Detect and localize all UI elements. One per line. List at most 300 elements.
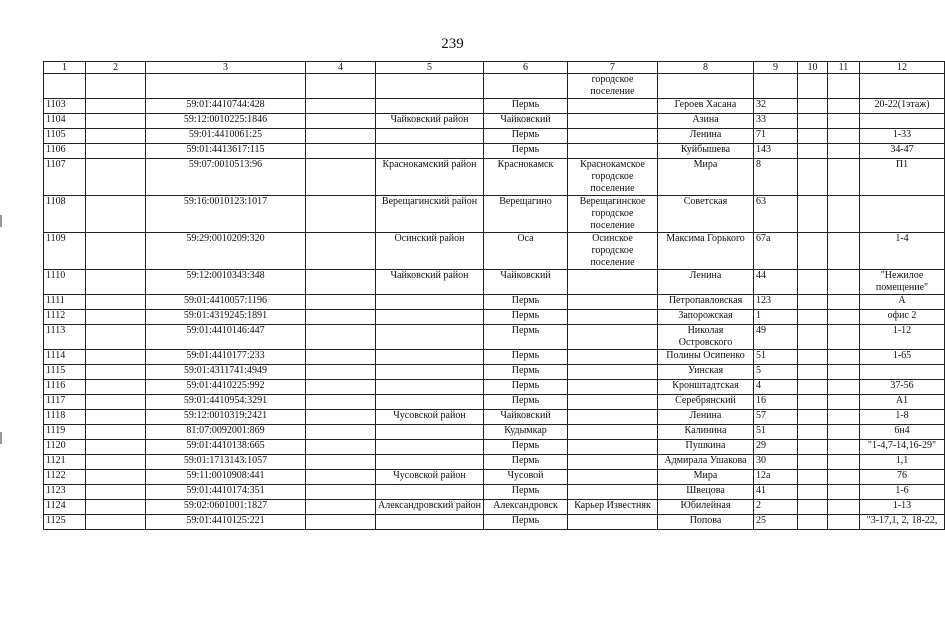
table-row (44, 99, 945, 114)
table-cell (828, 129, 860, 144)
table-cell: 59:01:4410744:428 (146, 99, 306, 114)
table-cell: Калинина (658, 425, 754, 440)
table-cell (798, 485, 828, 500)
table-cell (798, 196, 828, 233)
table-cell (568, 485, 658, 500)
table-row (44, 410, 945, 425)
table-cell: Чайковский (484, 410, 568, 425)
table-cell (86, 380, 146, 395)
table-cell (568, 350, 658, 365)
table-cell: 59:01:4410057:1196 (146, 295, 306, 310)
table-cell (568, 410, 658, 425)
table-cell: 1107 (44, 159, 86, 196)
table-cell: Пермь (484, 455, 568, 470)
table-cell: А (860, 295, 945, 310)
table-cell: 59:02:0601001:1827 (146, 500, 306, 515)
table-cell: 33 (754, 114, 798, 129)
table-cell (86, 129, 146, 144)
table-cell: Чусовской район (376, 470, 484, 485)
table-cell: Мира (658, 159, 754, 196)
table-cell (86, 440, 146, 455)
table-cell: 59:12:0010343:348 (146, 270, 306, 295)
table-cell (86, 325, 146, 350)
table-cell (798, 114, 828, 129)
table-cell (828, 515, 860, 530)
column-header: 5 (376, 62, 484, 74)
table-cell: 59:12:0010319:2421 (146, 410, 306, 425)
table-cell: 1-6 (860, 485, 945, 500)
table-cell (798, 425, 828, 440)
table-cell: 8 (754, 159, 798, 196)
table-cell (860, 196, 945, 233)
table-cell (860, 365, 945, 380)
table-cell: 1124 (44, 500, 86, 515)
table-cell (86, 295, 146, 310)
table-cell (86, 144, 146, 159)
table-cell (376, 515, 484, 530)
table-cell (798, 380, 828, 395)
table-cell (306, 380, 376, 395)
table-cell (376, 99, 484, 114)
table-cell: Пермь (484, 129, 568, 144)
table-cell: Пермь (484, 395, 568, 410)
table-cell: 59:01:4410125:221 (146, 515, 306, 530)
table-cell: 5 (754, 365, 798, 380)
table-cell (828, 99, 860, 114)
table-cell (306, 114, 376, 129)
table-cell: Пермь (484, 144, 568, 159)
table-cell: Ленина (658, 129, 754, 144)
table-cell: 1120 (44, 440, 86, 455)
table-cell (798, 129, 828, 144)
table-cell (860, 114, 945, 129)
table-cell: 2 (754, 500, 798, 515)
table-cell (376, 380, 484, 395)
table-cell: Ленина (658, 270, 754, 295)
page-number: 239 (441, 36, 464, 52)
table-cell: "3-17,1, 2, 18-22, (860, 515, 945, 530)
table-row (44, 310, 945, 325)
table-cell: 59:01:1713143:1057 (146, 455, 306, 470)
column-header: 10 (798, 62, 828, 74)
table-cell: Запорожская (658, 310, 754, 325)
table-cell (798, 270, 828, 295)
table-cell: Александровский район (376, 500, 484, 515)
table-cell (376, 350, 484, 365)
table-cell: Серебрянский (658, 395, 754, 410)
table-cell: Верещагинский район (376, 196, 484, 233)
column-header: 9 (754, 62, 798, 74)
table-cell: Пермь (484, 380, 568, 395)
table-cell (828, 233, 860, 270)
table-cell (86, 410, 146, 425)
table-cell: Кудымкар (484, 425, 568, 440)
table-cell (828, 395, 860, 410)
table-cell: 32 (754, 99, 798, 114)
table-cell: А1 (860, 395, 945, 410)
table-cell (828, 270, 860, 295)
table-cell: 34-47 (860, 144, 945, 159)
table-cell (306, 440, 376, 455)
table-cell: 37-56 (860, 380, 945, 395)
table-cell: 1105 (44, 129, 86, 144)
table-cell (828, 159, 860, 196)
table-cell: 1-4 (860, 233, 945, 270)
table-cell (306, 485, 376, 500)
table-cell (860, 74, 945, 99)
table-cell (658, 74, 754, 99)
table-header (44, 62, 945, 74)
table-cell: 1110 (44, 270, 86, 295)
table-cell: Адмирала Ушакова (658, 455, 754, 470)
table-row (44, 500, 945, 515)
table-cell: 12а (754, 470, 798, 485)
table-cell (86, 159, 146, 196)
table-cell: Швецова (658, 485, 754, 500)
registry-table (43, 61, 945, 530)
table-cell: 51 (754, 425, 798, 440)
table-cell (798, 233, 828, 270)
table-row (44, 144, 945, 159)
table-cell: Советская (658, 196, 754, 233)
table-cell: 59:16:0010123:1017 (146, 196, 306, 233)
table-cell: 63 (754, 196, 798, 233)
column-header: 7 (568, 62, 658, 74)
table-cell (376, 425, 484, 440)
table-cell: 59:01:4410177:233 (146, 350, 306, 365)
table-cell: 59:01:4410954:3291 (146, 395, 306, 410)
table-cell (828, 440, 860, 455)
header-row (44, 62, 945, 74)
table-row (44, 295, 945, 310)
table-cell: Чайковский район (376, 270, 484, 295)
table-cell: 1-8 (860, 410, 945, 425)
table-cell: 1123 (44, 485, 86, 500)
table-cell (568, 129, 658, 144)
table-cell (306, 159, 376, 196)
table-row (44, 270, 945, 295)
table-row (44, 114, 945, 129)
table-cell (376, 310, 484, 325)
table-cell: Краснокамск (484, 159, 568, 196)
scan-edge-mark (0, 215, 2, 227)
table-cell: 1114 (44, 350, 86, 365)
table-cell: Пермь (484, 295, 568, 310)
scan-edge-mark (0, 432, 2, 444)
table-cell (376, 74, 484, 99)
table-cell (86, 233, 146, 270)
table-cell (376, 129, 484, 144)
table-cell: 59:12:0010225:1846 (146, 114, 306, 129)
table-cell (828, 350, 860, 365)
table-cell (798, 295, 828, 310)
table-cell (828, 410, 860, 425)
table-cell (568, 440, 658, 455)
table-cell (86, 395, 146, 410)
table-cell (376, 440, 484, 455)
table-cell (86, 196, 146, 233)
table-cell (754, 74, 798, 99)
table-cell (828, 500, 860, 515)
table-cell (798, 365, 828, 380)
table-body (44, 74, 945, 530)
column-header: 1 (44, 62, 86, 74)
table-cell (798, 455, 828, 470)
table-cell: 20-22(1этаж) (860, 99, 945, 114)
table-row (44, 455, 945, 470)
table-cell: Чусовой (484, 470, 568, 485)
table-cell (828, 470, 860, 485)
table-cell: Николая Островского (658, 325, 754, 350)
table-cell: 6н4 (860, 425, 945, 440)
table-cell: Пермь (484, 365, 568, 380)
column-header: 2 (86, 62, 146, 74)
table-cell: Осинское городское поселение (568, 233, 658, 270)
table-cell: Пермь (484, 99, 568, 114)
table-cell (828, 114, 860, 129)
table-cell (86, 485, 146, 500)
table-cell (828, 74, 860, 99)
table-cell: "1-4,7-14,16-29" (860, 440, 945, 455)
table-cell: 1118 (44, 410, 86, 425)
table-cell (798, 515, 828, 530)
table-cell (306, 310, 376, 325)
table-cell (798, 395, 828, 410)
table-cell: Краснокамский район (376, 159, 484, 196)
table-cell: 57 (754, 410, 798, 425)
table-cell (86, 114, 146, 129)
table-cell (306, 74, 376, 99)
table-cell: Пермь (484, 440, 568, 455)
table-cell (306, 270, 376, 295)
table-cell (798, 74, 828, 99)
table-cell (376, 325, 484, 350)
column-header: 11 (828, 62, 860, 74)
table-cell (798, 470, 828, 485)
table-cell (828, 485, 860, 500)
table-cell: 1121 (44, 455, 86, 470)
table-cell (828, 325, 860, 350)
table-cell (798, 99, 828, 114)
table-cell (306, 395, 376, 410)
table-cell: Петропавловская (658, 295, 754, 310)
table-cell (306, 350, 376, 365)
table-cell: Оса (484, 233, 568, 270)
table-row (44, 485, 945, 500)
table-cell: 1-13 (860, 500, 945, 515)
table-cell (306, 196, 376, 233)
table-cell: 4 (754, 380, 798, 395)
table-cell (376, 365, 484, 380)
table-cell: Верещагинское городское поселение (568, 196, 658, 233)
table-cell: 44 (754, 270, 798, 295)
table-cell (306, 500, 376, 515)
table-row (44, 365, 945, 380)
table-cell: 1106 (44, 144, 86, 159)
table-cell (828, 144, 860, 159)
table-cell: 1-33 (860, 129, 945, 144)
table-cell: 1116 (44, 380, 86, 395)
table-cell: Пушкина (658, 440, 754, 455)
table-cell (568, 365, 658, 380)
table-row (44, 425, 945, 440)
table-cell: 76 (860, 470, 945, 485)
table-cell (306, 325, 376, 350)
table-cell: Кронштадтская (658, 380, 754, 395)
table-cell (86, 455, 146, 470)
table-cell (484, 74, 568, 99)
table-cell: Героев Хасана (658, 99, 754, 114)
table-cell: 29 (754, 440, 798, 455)
table-cell: П1 (860, 159, 945, 196)
table-cell (798, 410, 828, 425)
table-cell: 59:11:0010908:441 (146, 470, 306, 485)
table-cell (376, 395, 484, 410)
table-cell (568, 380, 658, 395)
table-cell: Краснокамское городское поселение (568, 159, 658, 196)
table-cell (828, 425, 860, 440)
table-cell (146, 74, 306, 99)
table-cell (376, 485, 484, 500)
table-cell: Верещагино (484, 196, 568, 233)
table-cell (568, 470, 658, 485)
table-cell: городское поселение (568, 74, 658, 99)
table-cell (86, 515, 146, 530)
column-header: 6 (484, 62, 568, 74)
table-cell: 67а (754, 233, 798, 270)
table-cell: Пермь (484, 485, 568, 500)
table-cell: 1108 (44, 196, 86, 233)
table-cell (306, 365, 376, 380)
table-cell (798, 500, 828, 515)
table-cell (86, 425, 146, 440)
table-cell (306, 295, 376, 310)
table-cell: Осинский район (376, 233, 484, 270)
table-cell: 25 (754, 515, 798, 530)
table-cell: 59:01:4410174:351 (146, 485, 306, 500)
table-cell: 1119 (44, 425, 86, 440)
table-cell: 49 (754, 325, 798, 350)
table-cell: Чусовской район (376, 410, 484, 425)
table-row (44, 350, 945, 365)
table-cell: 1,1 (860, 455, 945, 470)
table-cell (86, 270, 146, 295)
table-cell (86, 470, 146, 485)
table-cell: 81:07:0092001:869 (146, 425, 306, 440)
table-cell: Пермь (484, 310, 568, 325)
table-row (44, 159, 945, 196)
table-cell: 30 (754, 455, 798, 470)
table-cell: Чайковский (484, 270, 568, 295)
table-cell (568, 455, 658, 470)
table-cell (798, 144, 828, 159)
column-header: 8 (658, 62, 754, 74)
table-cell (568, 395, 658, 410)
table-cell (568, 425, 658, 440)
table-cell (86, 365, 146, 380)
column-header: 3 (146, 62, 306, 74)
table-row (44, 440, 945, 455)
table-cell (306, 410, 376, 425)
table-cell: 1112 (44, 310, 86, 325)
table-cell (568, 295, 658, 310)
table-cell: Полины Осипенко (658, 350, 754, 365)
table-cell (306, 425, 376, 440)
table-cell (306, 233, 376, 270)
table-cell: 1-12 (860, 325, 945, 350)
table-cell: Александровск (484, 500, 568, 515)
table-cell (568, 99, 658, 114)
column-header: 4 (306, 62, 376, 74)
table-row (44, 196, 945, 233)
table-cell: 41 (754, 485, 798, 500)
table-cell: 71 (754, 129, 798, 144)
table-cell: 59:01:4311741:4949 (146, 365, 306, 380)
table-cell: 1-65 (860, 350, 945, 365)
table-cell (86, 310, 146, 325)
table-cell: Ленина (658, 410, 754, 425)
table-cell: 59:01:4410138:665 (146, 440, 306, 455)
table-cell: 59:01:4410061:25 (146, 129, 306, 144)
table-row (44, 515, 945, 530)
table-cell (798, 325, 828, 350)
table-cell: Чайковский район (376, 114, 484, 129)
table-cell: 51 (754, 350, 798, 365)
table-cell: 123 (754, 295, 798, 310)
table-cell (828, 455, 860, 470)
table-cell: Максима Горького (658, 233, 754, 270)
table-cell: Мира (658, 470, 754, 485)
table-cell (376, 144, 484, 159)
table-cell: Пермь (484, 325, 568, 350)
table-cell: 143 (754, 144, 798, 159)
table-row (44, 129, 945, 144)
table-row (44, 470, 945, 485)
table-cell (568, 515, 658, 530)
table-cell (828, 295, 860, 310)
column-header: 12 (860, 62, 945, 74)
table-cell (798, 350, 828, 365)
table-cell (306, 470, 376, 485)
table-cell (568, 114, 658, 129)
table-cell (568, 270, 658, 295)
table-cell (828, 365, 860, 380)
table-cell: Карьер Известняк (568, 500, 658, 515)
table-cell: Попова (658, 515, 754, 530)
table-cell (376, 295, 484, 310)
table-cell: 59:01:4410146:447 (146, 325, 306, 350)
table-cell: 1115 (44, 365, 86, 380)
table-cell: Пермь (484, 515, 568, 530)
table-cell (306, 129, 376, 144)
table-cell: 1113 (44, 325, 86, 350)
table-cell (568, 310, 658, 325)
table-cell: Куйбышева (658, 144, 754, 159)
table-cell: Чайковский (484, 114, 568, 129)
table-row (44, 325, 945, 350)
table-cell (306, 455, 376, 470)
table-cell: 59:01:4413617:115 (146, 144, 306, 159)
table-cell: 16 (754, 395, 798, 410)
table-cell: 1117 (44, 395, 86, 410)
table-cell: 59:29:0010209:320 (146, 233, 306, 270)
table-cell: 1125 (44, 515, 86, 530)
table-row (44, 74, 945, 99)
table-cell: Пермь (484, 350, 568, 365)
table-cell (798, 159, 828, 196)
table-row (44, 380, 945, 395)
table-cell: "Нежилое помещение" (860, 270, 945, 295)
